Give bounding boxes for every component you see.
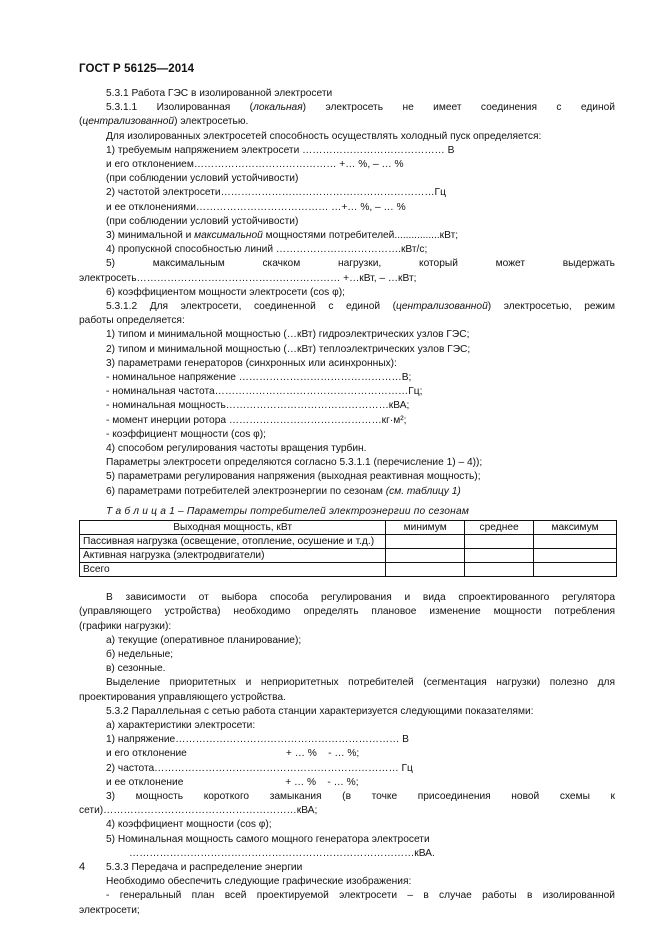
table-header-cell: максимум [534,521,617,535]
list-item: 1) напряжение………………………………………………………… В [106,734,409,746]
list-item: и ее отклонение + … % - … %; [106,776,359,788]
list-item: …………………………………………………………………………кВА. [129,847,435,859]
list-item: 1) типом и минимальной мощностью (…кВт) гидроэлектрических узлов ГЭС; [106,329,470,341]
list-item: - коэффициент мощности (cos φ); [106,428,266,440]
paragraph-5-3-1-2: 5.3.1.2 Для электросети, соединенной с единой (централизованной) электросетью, режим [106,301,615,313]
paragraph-line: электросети; [79,904,140,916]
list-item: а) текущие (оперативное планирование); [106,634,302,646]
list-item: 1) требуемым напряжением электросети …………………………………… В [106,144,455,156]
list-item: и его отклонение + … % - … %; [106,748,360,760]
list-item: - момент инерции ротора ………………………………………кг·м²; [106,414,407,426]
page-content [79,87,615,918]
table-cell [534,563,617,577]
list-item: 2) частотой электросети………………………………………………………Гц [106,187,446,199]
paragraph-line: Параметры электросети определяются согласно 5.3.1.1 (перечисление 1) – 4)); [106,457,483,469]
list-item: 4) способом регулирования частоты вращения турбин. [106,443,367,455]
table-header-cell: минимум [386,521,465,535]
list-item: б) недельные; [106,648,174,660]
paragraph-line: - генеральный план всей проектируемой электросети – в случае работы в изолированной [106,890,615,902]
list-item: (при соблюдении условий устойчивости) [106,173,299,185]
table-cell [465,535,534,549]
paragraph-line: работы определяется: [79,315,185,327]
list-item: электросеть…………………………………………………… +…кВт, – …кВт; [79,272,417,284]
table-row [80,563,617,577]
table-header-cell: среднее [465,521,534,535]
section-heading-5-3-1: 5.3.1 Работа ГЭС в изолированной электросети [106,88,333,99]
table-cell: Пассивная нагрузка (освещение, отопление, осушение и т.д.) [80,535,386,549]
list-item: - номинальная мощность…………………………………………кВА; [106,400,410,412]
list-item: 4) пропускной способностью линий ……………………………….кВт/с; [106,244,428,256]
list-item: 2) частота……………………………………………………………… Гц [106,762,413,774]
list-item: и ее отклонениями………………………………… …+… %, – … % [106,201,406,213]
consumer-parameters-table [79,520,617,577]
list-item: 3) параметрами генераторов (синхронных или асинхронных): [106,357,397,369]
paragraph-line: Выделение приоритетных и неприоритетных потребителей (сегментация нагрузки) полезно для [106,677,615,689]
list-item: 4) коэффициент мощности (cos φ); [106,819,272,831]
table-cell [386,549,465,563]
list-item: и его отклонением…………………………………… +… %, – … % [106,159,404,171]
paragraph-line: (управляющего устройства) необходимо определять плановое изменение мощности потребления [79,606,615,618]
table-caption: Т а б л и ц а 1 – Параметры потребителей электроэнергии по сезонам [106,505,470,517]
page-number: 4 [79,861,86,873]
list-item: а) характеристики электросети: [106,719,256,731]
list-item: 5) параметрами регулирования напряжения (выходная реактивная мощность); [106,471,481,483]
paragraph-line: (централизованной) электросетью. [79,116,249,128]
list-item: - номинальная частота…………………………………………………Гц; [106,386,423,398]
list-item: 5) максимальным скачком нагрузки, который может выдержать [106,258,615,270]
table-row [80,535,617,549]
paragraph-line: Для изолированных электросетей способность осуществлять холодный пуск определяется: [106,130,542,142]
table-cell [386,563,465,577]
list-item: 2) типом и минимальной мощностью (…кВт) теплоэлектрических узлов ГЭС; [106,343,471,355]
list-item: в) сезонные. [106,663,166,675]
table-cell [465,563,534,577]
list-item: 6) коэффициентом мощности электросети (cos φ); [106,286,345,298]
table-cell [386,535,465,549]
list-item: сети)…………………………………………………кВА; [79,805,318,817]
document-header: ГОСТ Р 56125—2014 [79,63,195,75]
section-heading-5-3-3: 5.3.3 Передача и распределение энергии [106,861,303,873]
paragraph-line: проектирования управляющего устройства. [79,691,286,703]
paragraph-5-3-1-1: 5.3.1.1 Изолированная (локальная) электросеть не имеет соединения с единой [106,102,615,114]
section-heading-5-3-2: 5.3.2 Параллельная с сетью работа станции характеризуется следующими показателями: [106,705,534,717]
list-item: 5) Номинальная мощность самого мощного генератора электросети [106,833,430,845]
table-cell [534,549,617,563]
table-cell: Активная нагрузка (электродвигатели) [80,549,386,563]
paragraph-line: (графики нагрузки): [79,620,172,632]
table-cell [465,549,534,563]
paragraph-line: Необходимо обеспечить следующие графические изображения: [106,876,412,888]
list-item: - номинальное напряжение …………………………………………В; [106,372,412,384]
table-header-cell: Выходная мощность, кВт [80,521,386,535]
table-cell: Всего [80,563,386,577]
list-item: 3) мощность короткого замыкания (в точке присоединения новой схемы к [106,790,615,802]
table-cell [534,535,617,549]
table-header-row [80,521,617,535]
list-item: (при соблюдении условий устойчивости) [106,215,299,227]
list-item: 3) минимальной и максимальной мощностями потребителей................кВт; [106,230,459,242]
table-row [80,549,617,563]
list-item: 6) параметрами потребителей электроэнергии по сезонам (см. таблицу 1) [106,485,461,497]
paragraph-line: В зависимости от выбора способа регулирования и вида спроектированного регулятора [106,592,615,604]
